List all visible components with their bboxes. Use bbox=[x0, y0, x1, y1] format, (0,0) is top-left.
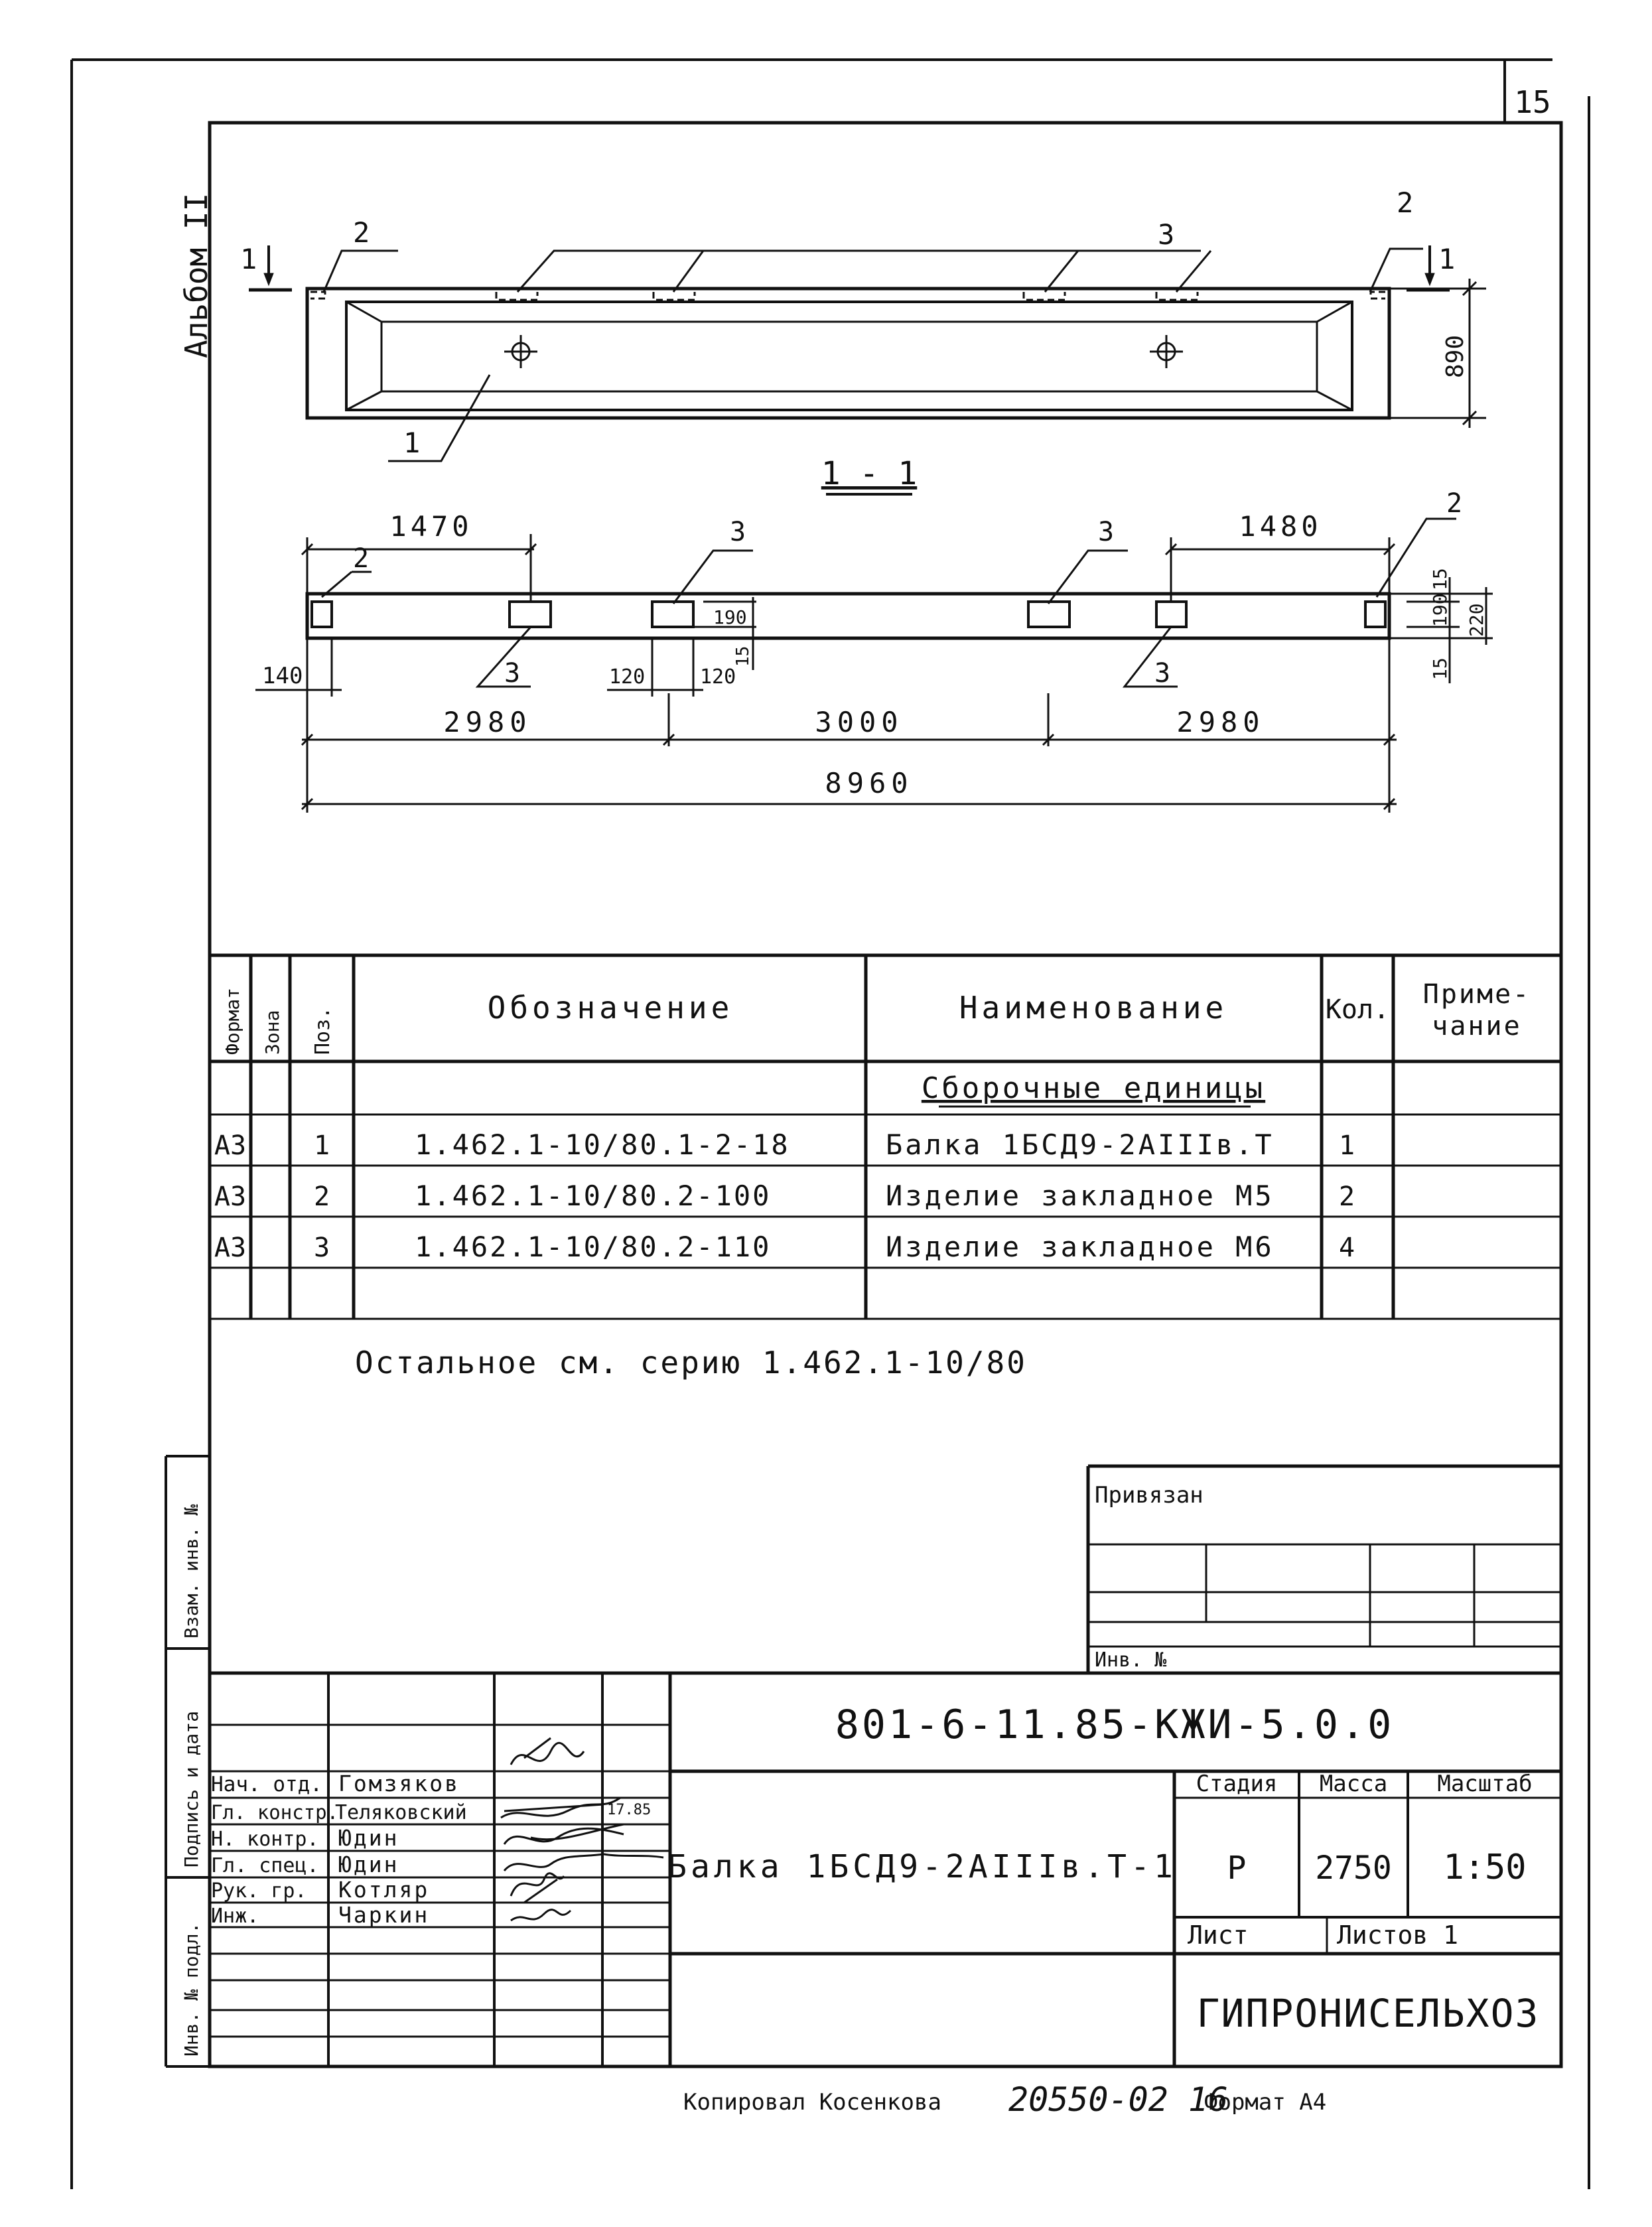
section-title: 1 - 1 bbox=[821, 455, 918, 492]
album-label: Альбом II bbox=[178, 192, 214, 358]
signatures bbox=[501, 1738, 663, 1921]
staff-name-4: Юдин bbox=[338, 1852, 399, 1877]
staff-name-5: Котляр bbox=[338, 1877, 430, 1903]
spec-header-format: Формат bbox=[222, 987, 243, 1055]
section-label-pos3-bottom-a: 3 bbox=[504, 658, 521, 689]
spec-row-1 bbox=[214, 1128, 1355, 1161]
staff-role-1: Нач. отд. bbox=[211, 1773, 322, 1796]
plan-label-pos3: 3 bbox=[1158, 218, 1175, 251]
spec-row-3-designation: 1.462.1-10/80.2-110 bbox=[415, 1231, 772, 1263]
section-dim-1480: 1480 bbox=[1239, 510, 1322, 543]
spec-header-zone: Зона bbox=[261, 1010, 283, 1055]
section-label-pos2-right: 2 bbox=[1446, 488, 1463, 519]
staff-name-6: Чаркин bbox=[338, 1902, 430, 1928]
signature-date: 17.85 bbox=[607, 1802, 652, 1818]
title-stage-label: Стадия bbox=[1196, 1771, 1278, 1797]
binding-inv-label: Инв. № bbox=[1095, 1649, 1167, 1672]
footer-number: 20550-02 16 bbox=[1008, 2080, 1229, 2119]
section-right-dim-190: 190 bbox=[1429, 593, 1451, 627]
spec-header-pos: Поз. bbox=[311, 1006, 334, 1055]
spec-row-2-pos: 2 bbox=[313, 1181, 330, 1212]
section-label-pos3-top-a: 3 bbox=[730, 517, 746, 547]
title-code: 801-6-11.85-КЖИ-5.0.0 bbox=[835, 1702, 1395, 1748]
spec-row-3 bbox=[214, 1231, 1355, 1263]
spec-row-3-qty: 4 bbox=[1338, 1233, 1355, 1263]
staff-role-3: Н. контр. bbox=[211, 1828, 319, 1851]
sheet-number: 15 bbox=[1514, 84, 1551, 120]
section-dim-140: 140 bbox=[262, 663, 303, 689]
section-right-dim-15-top: 15 bbox=[1429, 568, 1451, 590]
plan-label-pos1: 1 bbox=[403, 427, 421, 459]
spec-row-2-qty: 2 bbox=[1338, 1181, 1355, 1212]
section-label-pos3-bottom-b: 3 bbox=[1154, 658, 1171, 689]
section-right-dim-15-bottom: 15 bbox=[1429, 657, 1451, 680]
spec-row-2-format: А3 bbox=[214, 1181, 247, 1212]
side-stamp-replaced-inv: Взам. инв. № bbox=[180, 1504, 202, 1639]
spec-row-1-name: Балка 1БСД9-2АIIIв.Т bbox=[886, 1128, 1274, 1161]
section-dim-190: 190 bbox=[713, 606, 747, 628]
spec-row-1-designation: 1.462.1-10/80.1-2-18 bbox=[415, 1128, 790, 1161]
staff-list bbox=[211, 1771, 467, 1928]
chain-dim-1: 2980 bbox=[443, 706, 532, 738]
section-dim-120a: 120 bbox=[609, 665, 646, 689]
spec-row-1-format: А3 bbox=[214, 1130, 247, 1161]
plan-view bbox=[249, 245, 1486, 461]
title-sheets-label: Листов 1 bbox=[1337, 1921, 1459, 1950]
spec-remark: Остальное см. серию 1.462.1-10/80 bbox=[355, 1345, 1027, 1381]
chain-dim-3: 2980 bbox=[1176, 706, 1265, 738]
title-scale-label: Масштаб bbox=[1437, 1771, 1533, 1797]
title-stage: Р bbox=[1227, 1850, 1247, 1887]
section-dim-15-small: 15 bbox=[733, 645, 753, 667]
staff-role-5: Рук. гр. bbox=[211, 1879, 307, 1903]
spec-row-3-name: Изделие закладное М6 bbox=[886, 1231, 1274, 1263]
spec-row-1-qty: 1 bbox=[1338, 1130, 1355, 1161]
spec-row-2-designation: 1.462.1-10/80.2-100 bbox=[415, 1180, 772, 1212]
title-mass: 2750 bbox=[1315, 1850, 1392, 1887]
spec-row-2 bbox=[214, 1180, 1355, 1212]
plan-height-dim: 890 bbox=[1442, 334, 1469, 378]
staff-name-1: Гомзяков bbox=[338, 1771, 460, 1796]
title-mass-label: Масса bbox=[1319, 1771, 1388, 1797]
spec-row-3-pos: 3 bbox=[313, 1233, 330, 1263]
section-dim-120b: 120 bbox=[700, 665, 736, 689]
plan-label-pos2-left: 2 bbox=[353, 216, 370, 249]
binding-title: Привязан bbox=[1095, 1482, 1204, 1509]
title-sheet-label: Лист bbox=[1188, 1921, 1249, 1950]
section-label-pos2-left: 2 bbox=[353, 543, 370, 574]
section-dim-1470: 1470 bbox=[389, 510, 473, 543]
staff-role-2: Гл. констр. bbox=[211, 1801, 339, 1824]
chain-dim-2: 3000 bbox=[815, 706, 904, 738]
spec-header-name: Наименование bbox=[959, 990, 1228, 1026]
plan-label-pos2-right: 2 bbox=[1397, 186, 1414, 219]
spec-row-3-format: А3 bbox=[214, 1233, 247, 1263]
staff-name-3: Юдин bbox=[338, 1825, 399, 1851]
spec-group-title: Сборочные единицы bbox=[921, 1071, 1266, 1105]
spec-header-designation: Обозначение bbox=[487, 990, 734, 1026]
title-org: ГИПРОНИСЕЛЬХОЗ bbox=[1196, 1991, 1540, 2036]
spec-header-qty: Кол. bbox=[1325, 994, 1390, 1025]
plan-section-mark-left: 1 bbox=[240, 243, 257, 275]
overall-dim: 8960 bbox=[825, 767, 914, 799]
plan-section-mark-right: 1 bbox=[1438, 243, 1456, 275]
side-stamp-signature-date: Подпись и дата bbox=[180, 1710, 202, 1867]
staff-role-4: Гл. спец. bbox=[211, 1854, 319, 1877]
staff-role-6: Инж. bbox=[211, 1905, 259, 1928]
side-stamp-original-inv: Инв. № подл. bbox=[180, 1922, 202, 2057]
footer-format: Формат А4 bbox=[1204, 2089, 1327, 2116]
spec-row-2-name: Изделие закладное М5 bbox=[886, 1180, 1274, 1212]
section-right-dim-220: 220 bbox=[1466, 603, 1487, 637]
spec-header-note: Приме-чание bbox=[1422, 979, 1531, 1042]
staff-name-2: Теляковский bbox=[335, 1801, 467, 1824]
title-name: Балка 1БСД9-2АIIIв.Т-1 bbox=[667, 1848, 1177, 1885]
title-scale: 1:50 bbox=[1443, 1848, 1527, 1887]
footer-copied: Копировал Косенкова bbox=[683, 2089, 941, 2116]
section-label-pos3-top-b: 3 bbox=[1098, 517, 1115, 547]
spec-row-1-pos: 1 bbox=[313, 1130, 330, 1161]
